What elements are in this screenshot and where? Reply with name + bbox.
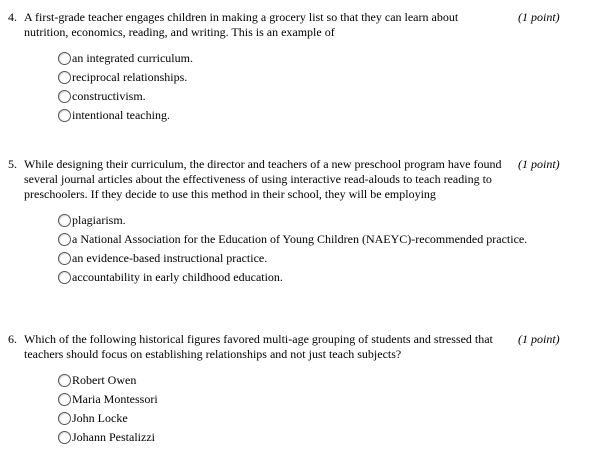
answer-option[interactable]	[58, 371, 568, 390]
question-header	[8, 157, 568, 202]
question-6	[8, 332, 568, 447]
question-header	[8, 332, 568, 362]
option-label: reciprocal relationships.	[72, 70, 188, 84]
answer-option[interactable]	[58, 211, 568, 230]
answer-option[interactable]	[58, 230, 568, 249]
radio-button[interactable]	[58, 374, 71, 387]
radio-button[interactable]	[58, 90, 71, 103]
answer-option[interactable]	[58, 268, 568, 287]
radio-button[interactable]	[58, 52, 71, 65]
option-label: John Locke	[72, 411, 128, 425]
radio-button[interactable]	[58, 214, 71, 227]
question-4	[8, 10, 568, 125]
radio-button[interactable]	[58, 393, 71, 406]
question-number: 5.	[8, 157, 17, 171]
question-points: (1 point)	[518, 332, 560, 346]
option-label: plagiarism.	[72, 213, 126, 227]
question-number: 6.	[8, 332, 17, 346]
question-text: Which of the following historical figures favored multi-age grouping of students and stressed that teachers should focus on establishing relationships and not just teach subjects?	[24, 332, 493, 361]
radio-button[interactable]	[58, 271, 71, 284]
answer-option[interactable]	[58, 428, 568, 447]
radio-button[interactable]	[58, 109, 71, 122]
question-points: (1 point)	[518, 10, 560, 24]
answer-options	[58, 49, 568, 125]
question-text: While designing their curriculum, the director and teachers of a new preschool program have found several journal articles about the effectiveness of using interactive read-alouds to teach reading to preschoolers. If they decide to use this method in their school, they will be employing	[24, 157, 502, 201]
answer-option[interactable]	[58, 87, 568, 106]
option-label: Maria Montessori	[72, 392, 158, 406]
option-label: Robert Owen	[72, 373, 137, 387]
answer-option[interactable]	[58, 106, 568, 125]
radio-button[interactable]	[58, 252, 71, 265]
radio-button[interactable]	[58, 71, 71, 84]
option-label: intentional teaching.	[72, 108, 170, 122]
answer-option[interactable]	[58, 49, 568, 68]
question-number: 4.	[8, 10, 17, 24]
option-label: a National Association for the Education of Young Children (NAEYC)-recommended practice.	[72, 232, 528, 246]
option-label: accountability in early childhood education.	[72, 270, 283, 284]
answer-options	[58, 211, 568, 287]
question-header	[8, 10, 568, 40]
answer-option[interactable]	[58, 249, 568, 268]
radio-button[interactable]	[58, 412, 71, 425]
option-label: an integrated curriculum.	[72, 51, 193, 65]
option-label: Johann Pestalizzi	[72, 430, 155, 444]
answer-option[interactable]	[58, 390, 568, 409]
answer-options	[58, 371, 568, 447]
question-text: A first-grade teacher engages children in making a grocery list so that they can learn about nutrition, economics, reading, and writing. This is an example of	[24, 10, 459, 39]
answer-option[interactable]	[58, 409, 568, 428]
radio-button[interactable]	[58, 431, 71, 444]
answer-option[interactable]	[58, 68, 568, 87]
option-label: constructivism.	[72, 89, 146, 103]
question-points: (1 point)	[518, 157, 560, 171]
radio-button[interactable]	[58, 233, 71, 246]
question-5	[8, 157, 568, 287]
option-label: an evidence-based instructional practice.	[72, 251, 268, 265]
